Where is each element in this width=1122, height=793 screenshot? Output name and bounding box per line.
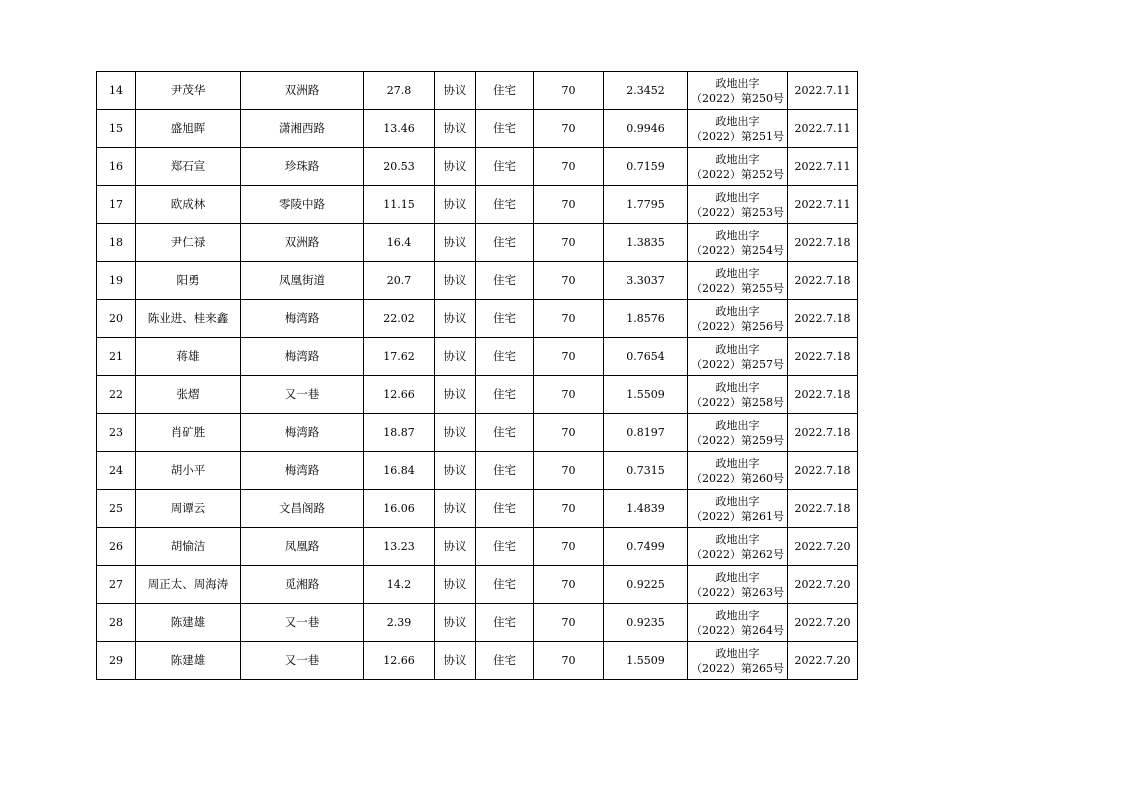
cell-land-use: 住宅: [476, 72, 534, 110]
document-no-number: （2022）第255号: [691, 281, 784, 295]
cell-price: 1.7795: [604, 186, 688, 224]
cell-document-no: [688, 642, 788, 680]
cell-land-use: 住宅: [476, 452, 534, 490]
cell-price: 0.7159: [604, 148, 688, 186]
cell-price: 1.8576: [604, 300, 688, 338]
cell-term-years: 70: [534, 224, 604, 262]
cell-document-no: [688, 414, 788, 452]
cell-transfer-method: 协议: [435, 186, 476, 224]
cell-transfer-method: 协议: [435, 300, 476, 338]
cell-transfer-method: 协议: [435, 338, 476, 376]
cell-transfer-method: 协议: [435, 110, 476, 148]
document-no-prefix: 政地出字: [715, 76, 760, 90]
cell-road: 觅湘路: [241, 566, 364, 604]
cell-area: 12.66: [364, 376, 435, 414]
cell-document-no: [688, 224, 788, 262]
cell-date: 2022.7.18: [788, 262, 858, 300]
cell-date: 2022.7.18: [788, 338, 858, 376]
cell-term-years: 70: [534, 110, 604, 148]
cell-road: 又一巷: [241, 604, 364, 642]
cell-name: 陈建雄: [136, 642, 241, 680]
cell-number: 14: [97, 72, 136, 110]
table-row: [97, 376, 858, 414]
table-body: [97, 72, 858, 680]
cell-road: 凤凰路: [241, 528, 364, 566]
cell-transfer-method: 协议: [435, 414, 476, 452]
document-no-number: （2022）第259号: [691, 433, 784, 447]
cell-document-no: [688, 72, 788, 110]
cell-land-use: 住宅: [476, 262, 534, 300]
cell-name: 尹仁禄: [136, 224, 241, 262]
cell-term-years: 70: [534, 338, 604, 376]
table-row: [97, 72, 858, 110]
cell-term-years: 70: [534, 376, 604, 414]
cell-document-no: [688, 604, 788, 642]
cell-date: 2022.7.20: [788, 566, 858, 604]
cell-area: 13.46: [364, 110, 435, 148]
cell-document-no: [688, 338, 788, 376]
cell-land-use: 住宅: [476, 642, 534, 680]
cell-area: 20.53: [364, 148, 435, 186]
cell-area: 11.15: [364, 186, 435, 224]
table-row: [97, 300, 858, 338]
cell-date: 2022.7.18: [788, 376, 858, 414]
document-no-prefix: 政地出字: [715, 570, 760, 584]
document-no-prefix: 政地出字: [715, 532, 760, 546]
document-no-prefix: 政地出字: [715, 342, 760, 356]
table-row: [97, 528, 858, 566]
cell-area: 2.39: [364, 604, 435, 642]
cell-name: 张熠: [136, 376, 241, 414]
document-no-number: （2022）第257号: [691, 357, 784, 371]
cell-date: 2022.7.20: [788, 604, 858, 642]
cell-document-no: [688, 566, 788, 604]
cell-price: 0.9225: [604, 566, 688, 604]
cell-land-use: 住宅: [476, 300, 534, 338]
cell-number: 21: [97, 338, 136, 376]
cell-road: 文昌阁路: [241, 490, 364, 528]
cell-price: 3.3037: [604, 262, 688, 300]
cell-price: 0.7499: [604, 528, 688, 566]
cell-land-use: 住宅: [476, 338, 534, 376]
cell-term-years: 70: [534, 604, 604, 642]
cell-term-years: 70: [534, 642, 604, 680]
cell-date: 2022.7.20: [788, 642, 858, 680]
cell-term-years: 70: [534, 566, 604, 604]
document-no-number: （2022）第250号: [691, 91, 784, 105]
table-row: [97, 262, 858, 300]
cell-price: 0.7315: [604, 452, 688, 490]
document-no-prefix: 政地出字: [715, 266, 760, 280]
cell-term-years: 70: [534, 452, 604, 490]
cell-area: 16.84: [364, 452, 435, 490]
cell-date: 2022.7.11: [788, 110, 858, 148]
cell-road: 零陵中路: [241, 186, 364, 224]
document-no-number: （2022）第252号: [691, 167, 784, 181]
cell-number: 29: [97, 642, 136, 680]
cell-number: 25: [97, 490, 136, 528]
cell-road: 又一巷: [241, 642, 364, 680]
cell-name: 陈建雄: [136, 604, 241, 642]
cell-number: 22: [97, 376, 136, 414]
cell-name: 欧成林: [136, 186, 241, 224]
cell-land-use: 住宅: [476, 490, 534, 528]
document-no-number: （2022）第263号: [691, 585, 784, 599]
table-row: [97, 110, 858, 148]
cell-transfer-method: 协议: [435, 148, 476, 186]
cell-transfer-method: 协议: [435, 224, 476, 262]
cell-number: 26: [97, 528, 136, 566]
document-no-number: （2022）第264号: [691, 623, 784, 637]
document-no-number: （2022）第260号: [691, 471, 784, 485]
cell-road: 又一巷: [241, 376, 364, 414]
cell-price: 2.3452: [604, 72, 688, 110]
document-no-prefix: 政地出字: [715, 380, 760, 394]
cell-date: 2022.7.18: [788, 224, 858, 262]
cell-name: 周谭云: [136, 490, 241, 528]
cell-document-no: [688, 148, 788, 186]
cell-date: 2022.7.18: [788, 452, 858, 490]
document-no-prefix: 政地出字: [715, 228, 760, 242]
cell-land-use: 住宅: [476, 376, 534, 414]
cell-area: 20.7: [364, 262, 435, 300]
cell-term-years: 70: [534, 72, 604, 110]
cell-document-no: [688, 186, 788, 224]
document-no-number: （2022）第256号: [691, 319, 784, 333]
cell-name: 胡小平: [136, 452, 241, 490]
cell-term-years: 70: [534, 414, 604, 452]
cell-land-use: 住宅: [476, 566, 534, 604]
cell-area: 17.62: [364, 338, 435, 376]
cell-date: 2022.7.11: [788, 72, 858, 110]
cell-date: 2022.7.20: [788, 528, 858, 566]
cell-term-years: 70: [534, 300, 604, 338]
cell-road: 双洲路: [241, 72, 364, 110]
cell-name: 蒋雄: [136, 338, 241, 376]
cell-area: 16.4: [364, 224, 435, 262]
cell-road: 潇湘西路: [241, 110, 364, 148]
cell-number: 24: [97, 452, 136, 490]
cell-term-years: 70: [534, 490, 604, 528]
cell-number: 18: [97, 224, 136, 262]
cell-term-years: 70: [534, 528, 604, 566]
cell-number: 28: [97, 604, 136, 642]
document-no-number: （2022）第254号: [691, 243, 784, 257]
document-no-prefix: 政地出字: [715, 304, 760, 318]
cell-term-years: 70: [534, 262, 604, 300]
cell-name: 阳勇: [136, 262, 241, 300]
document-no-number: （2022）第265号: [691, 661, 784, 675]
table-row: [97, 490, 858, 528]
cell-transfer-method: 协议: [435, 262, 476, 300]
cell-number: 19: [97, 262, 136, 300]
cell-area: 22.02: [364, 300, 435, 338]
table-row: [97, 224, 858, 262]
cell-road: 凤凰街道: [241, 262, 364, 300]
cell-road: 梅湾路: [241, 414, 364, 452]
cell-document-no: [688, 452, 788, 490]
document-no-number: （2022）第262号: [691, 547, 784, 561]
cell-date: 2022.7.18: [788, 300, 858, 338]
cell-price: 1.5509: [604, 642, 688, 680]
document-no-prefix: 政地出字: [715, 114, 760, 128]
cell-name: 郑石宣: [136, 148, 241, 186]
cell-number: 27: [97, 566, 136, 604]
cell-road: 梅湾路: [241, 338, 364, 376]
cell-number: 17: [97, 186, 136, 224]
cell-price: 0.9946: [604, 110, 688, 148]
table-row: [97, 566, 858, 604]
cell-price: 1.5509: [604, 376, 688, 414]
document-no-prefix: 政地出字: [715, 190, 760, 204]
document-no-prefix: 政地出字: [715, 456, 760, 470]
cell-area: 18.87: [364, 414, 435, 452]
cell-area: 14.2: [364, 566, 435, 604]
cell-document-no: [688, 490, 788, 528]
document-no-number: （2022）第261号: [691, 509, 784, 523]
cell-name: 尹茂华: [136, 72, 241, 110]
cell-term-years: 70: [534, 148, 604, 186]
cell-transfer-method: 协议: [435, 376, 476, 414]
table-row: [97, 452, 858, 490]
cell-number: 23: [97, 414, 136, 452]
document-no-number: （2022）第258号: [691, 395, 784, 409]
cell-document-no: [688, 262, 788, 300]
cell-transfer-method: 协议: [435, 642, 476, 680]
cell-transfer-method: 协议: [435, 490, 476, 528]
cell-land-use: 住宅: [476, 528, 534, 566]
cell-transfer-method: 协议: [435, 604, 476, 642]
cell-transfer-method: 协议: [435, 528, 476, 566]
cell-number: 20: [97, 300, 136, 338]
cell-land-use: 住宅: [476, 604, 534, 642]
cell-transfer-method: 协议: [435, 72, 476, 110]
cell-date: 2022.7.18: [788, 490, 858, 528]
document-no-prefix: 政地出字: [715, 646, 760, 660]
document-no-number: （2022）第251号: [691, 129, 784, 143]
cell-land-use: 住宅: [476, 414, 534, 452]
cell-road: 梅湾路: [241, 452, 364, 490]
table-row: [97, 604, 858, 642]
cell-price: 1.3835: [604, 224, 688, 262]
cell-name: 周正太、周海涛: [136, 566, 241, 604]
cell-area: 16.06: [364, 490, 435, 528]
table-row: [97, 148, 858, 186]
table-row: [97, 642, 858, 680]
cell-name: 盛旭晖: [136, 110, 241, 148]
cell-name: 胡愉洁: [136, 528, 241, 566]
document-no-prefix: 政地出字: [715, 418, 760, 432]
document-no-prefix: 政地出字: [715, 152, 760, 166]
table-row: [97, 414, 858, 452]
cell-transfer-method: 协议: [435, 452, 476, 490]
cell-land-use: 住宅: [476, 224, 534, 262]
cell-area: 12.66: [364, 642, 435, 680]
cell-number: 16: [97, 148, 136, 186]
cell-land-use: 住宅: [476, 148, 534, 186]
cell-price: 0.7654: [604, 338, 688, 376]
cell-name: 陈业进、桂来鑫: [136, 300, 241, 338]
cell-date: 2022.7.11: [788, 148, 858, 186]
cell-document-no: [688, 300, 788, 338]
cell-road: 双洲路: [241, 224, 364, 262]
cell-date: 2022.7.18: [788, 414, 858, 452]
land-transfer-table: [96, 71, 858, 680]
cell-land-use: 住宅: [476, 186, 534, 224]
cell-document-no: [688, 110, 788, 148]
cell-transfer-method: 协议: [435, 566, 476, 604]
cell-term-years: 70: [534, 186, 604, 224]
document-no-prefix: 政地出字: [715, 494, 760, 508]
cell-document-no: [688, 528, 788, 566]
cell-name: 肖矿胜: [136, 414, 241, 452]
document-no-prefix: 政地出字: [715, 608, 760, 622]
document-no-number: （2022）第253号: [691, 205, 784, 219]
cell-road: 珍珠路: [241, 148, 364, 186]
cell-document-no: [688, 376, 788, 414]
cell-date: 2022.7.11: [788, 186, 858, 224]
cell-price: 1.4839: [604, 490, 688, 528]
cell-land-use: 住宅: [476, 110, 534, 148]
cell-area: 13.23: [364, 528, 435, 566]
cell-price: 0.9235: [604, 604, 688, 642]
table-row: [97, 186, 858, 224]
table-row: [97, 338, 858, 376]
cell-road: 梅湾路: [241, 300, 364, 338]
cell-area: 27.8: [364, 72, 435, 110]
cell-price: 0.8197: [604, 414, 688, 452]
cell-number: 15: [97, 110, 136, 148]
